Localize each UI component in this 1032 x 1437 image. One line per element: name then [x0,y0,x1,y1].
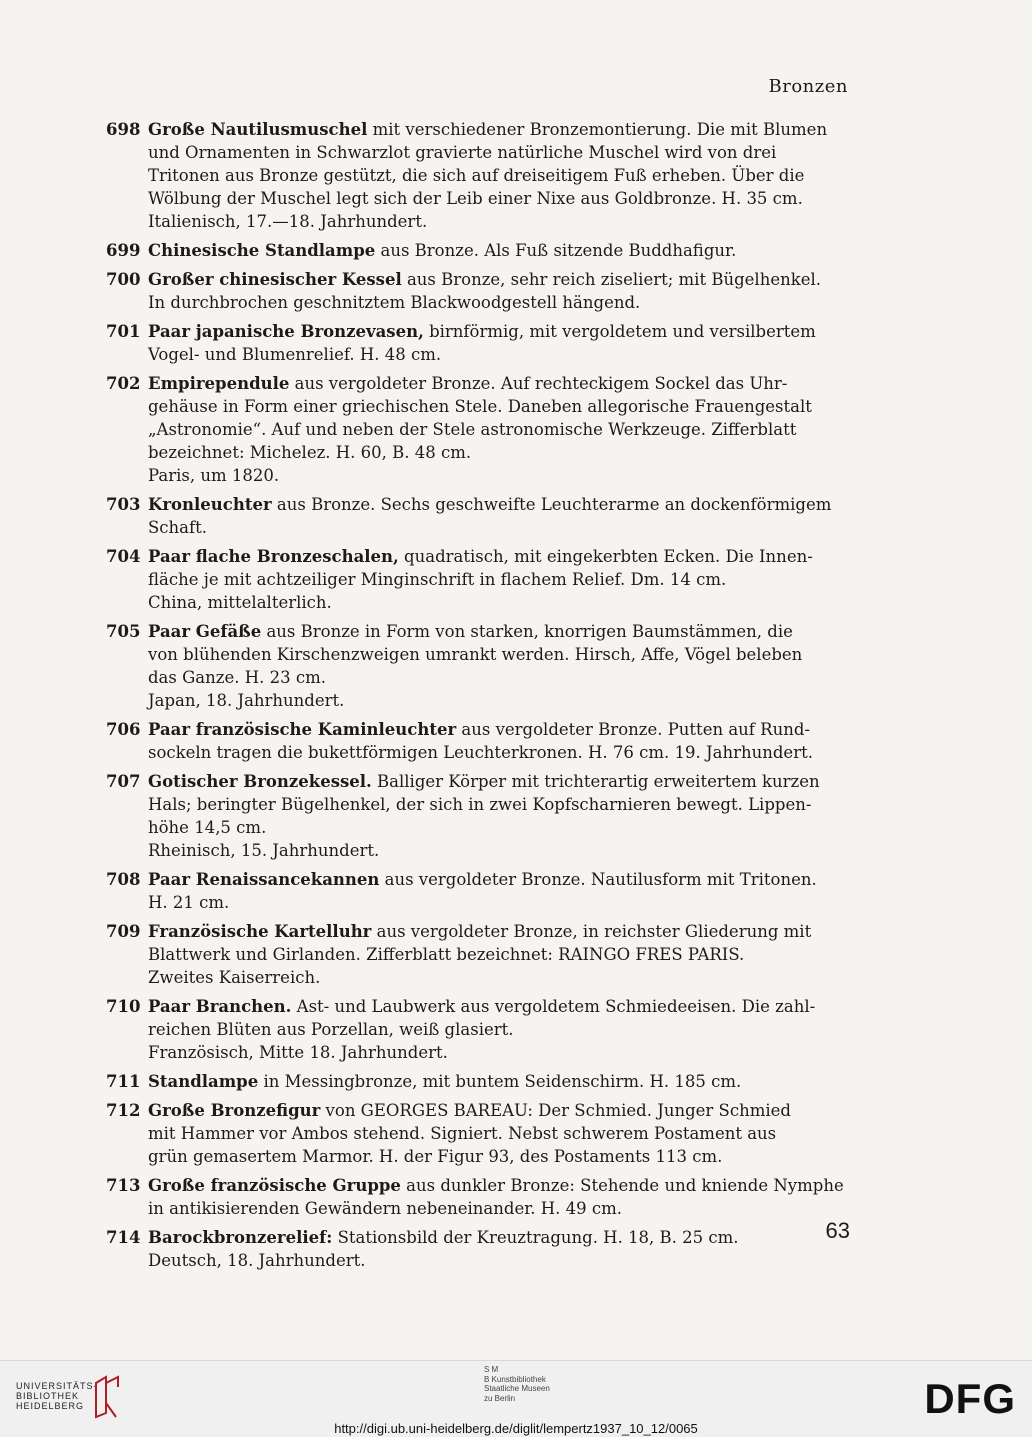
entry-line [148,545,852,568]
entry-title: Paar Renaissancekannen [148,870,380,889]
entry-line [148,1070,852,1093]
entry-title: Chinesische Standlampe [148,241,376,260]
university-line: BIBLIOTHEK [16,1391,80,1401]
entry-line: höhe 14,5 cm. [148,818,267,837]
entry-line: „Astronomie“. Auf und neben der Stele astronomische Werkzeuge. Zifferblatt [148,420,797,439]
entry-line [148,118,852,141]
university-logo-icon [92,1373,122,1421]
entry-line: von blühenden Kirschenzweigen umrankt werden. Hirsch, Affe, Vögel beleben [148,645,803,664]
entry-line [148,320,852,343]
entry-title: Große französische Gruppe [148,1176,401,1195]
entry-line-text: Ast- und Laubwerk aus vergoldetem Schmiedeeisen. Die zahl- [291,997,816,1016]
entry-line [148,995,852,1018]
entry-line-text: aus Bronze, sehr reich ziseliert; mit Bügelhenkel. [401,270,821,289]
catalog-entry [106,320,852,366]
entry-line: bezeichnet: Michelez. H. 60, B. 48 cm. [148,443,472,462]
entry-line: Deutsch, 18. Jahrhundert. [148,1251,366,1270]
entry-line: Japan, 18. Jahrhundert. [148,691,345,710]
entry-line [148,770,852,793]
entry-title: Standlampe [148,1072,259,1091]
entry-line: gehäuse in Form einer griechischen Stele. Daneben allegorische Frauengestalt [148,397,812,416]
entry-line: Blattwerk und Girlanden. Zifferblatt bezeichnet: RAINGO FRES PARIS. [148,945,745,964]
entry-line: Schaft. [148,518,207,537]
entry-number: 700 [106,270,141,289]
entry-text [148,493,852,539]
entry-title: Paar Gefäße [148,622,262,641]
entry-text [148,1226,852,1272]
university-library-label [16,1381,98,1411]
entry-title: Empirependule [148,374,290,393]
catalog-entry [106,1070,852,1093]
catalog-entry [106,1099,852,1168]
entry-line-text: aus vergoldeter Bronze. Auf rechteckigem Sockel das Uhr- [289,374,788,393]
entry-number: 699 [106,241,141,260]
entry-number: 712 [106,1101,141,1120]
entry-title: Große Nautilusmuschel [148,120,368,139]
entry-line: das Ganze. H. 23 cm. [148,668,326,687]
entry-number: 703 [106,495,141,514]
entry-line: Hals; beringter Bügelhenkel, der sich in zwei Kopfscharnieren bewegt. Lippen- [148,795,812,814]
entry-text [148,718,852,764]
entry-line [148,1174,852,1197]
catalog-entry [106,372,852,487]
stamp-line: zu Berlin [484,1393,516,1403]
entry-line-text: aus vergoldeter Bronze, in reichster Gliederung mit [371,922,812,941]
entry-number: 702 [106,374,141,393]
entry-title: Französische Kartelluhr [148,922,372,941]
entry-line [148,493,852,516]
entry-line: Rheinisch, 15. Jahrhundert. [148,841,380,860]
entry-line-text: von GEORGES BAREAU: Der Schmied. Junger Schmied [320,1101,791,1120]
entry-line: In durchbrochen geschnitztem Blackwoodgestell hängend. [148,293,641,312]
catalog-entry [106,493,852,539]
entry-line-text: aus Bronze in Form von starken, knorrigen Baumstämmen, die [261,622,793,641]
entry-text [148,1174,852,1220]
entry-line-text: mit verschiedener Bronzemontierung. Die mit Blumen [367,120,828,139]
catalog-entry [106,770,852,862]
entry-number: 714 [106,1228,141,1247]
entry-line: sockeln tragen die bukettförmigen Leuchterkronen. H. 76 cm. 19. Jahrhundert. [148,743,813,762]
catalog-entry [106,868,852,914]
entry-number: 710 [106,997,141,1016]
entry-text [148,320,852,366]
entry-text [148,868,852,914]
entry-line: Wölbung der Muschel legt sich der Leib einer Nixe aus Goldbronze. H. 35 cm. [148,189,803,208]
entry-line: grün gemasertem Marmor. H. der Figur 93, des Postaments 113 cm. [148,1147,723,1166]
entry-line: Französisch, Mitte 18. Jahrhundert. [148,1043,448,1062]
entry-number: 707 [106,772,141,791]
entry-line: China, mittelalterlich. [148,593,332,612]
entry-line [148,920,852,943]
catalog-entry [106,995,852,1064]
entry-number: 698 [106,120,141,139]
entry-text [148,545,852,614]
entry-line [148,268,852,291]
entry-title: Paar französische Kaminleuchter [148,720,457,739]
entry-text [148,118,852,233]
entry-title: Paar Branchen. [148,997,292,1016]
entry-line-text: in Messingbronze, mit buntem Seidenschirm. H. 185 cm. [258,1072,742,1091]
entry-number: 705 [106,622,141,641]
catalog-entry [106,1226,852,1272]
entry-text [148,268,852,314]
entry-line-text: aus Bronze. Sechs geschweifte Leuchterarme an dockenförmigem [271,495,832,514]
entry-line [148,718,852,741]
entry-text [148,995,852,1064]
catalog-entry [106,718,852,764]
entry-text [148,372,852,487]
entry-title: Kronleuchter [148,495,272,514]
entry-number: 706 [106,720,141,739]
entry-line-text: aus Bronze. Als Fuß sitzende Buddhafigur. [375,241,737,260]
entry-line: und Ornamenten in Schwarzlot gravierte natürliche Muschel wird von drei [148,143,777,162]
entry-line: Vogel- und Blumenrelief. H. 48 cm. [148,345,442,364]
university-line: UNIVERSITÄTS- [16,1381,98,1391]
entry-number: 701 [106,322,141,341]
entry-line: H. 21 cm. [148,893,230,912]
entry-line [148,239,852,262]
entry-line-text: aus dunkler Bronze: Stehende und kniende Nymphe [400,1176,844,1195]
entry-line: in antikisierenden Gewändern nebeneinander. H. 49 cm. [148,1199,623,1218]
university-line: HEIDELBERG [16,1401,85,1411]
stamp-line: B Kunstbibliothek [484,1374,546,1384]
entry-line [148,372,852,395]
entry-title: Barockbronzerelief: [148,1228,333,1247]
entry-number: 704 [106,547,141,566]
entry-text [148,770,852,862]
catalog-entry [106,920,852,989]
entry-text [148,920,852,989]
entry-line: Zweites Kaiserreich. [148,968,321,987]
entry-line: Paris, um 1820. [148,466,280,485]
stamp-line: S M [484,1365,499,1374]
catalog-entry [106,620,852,712]
entry-line: Tritonen aus Bronze gestützt, die sich auf dreiseitigem Fuß erheben. Über die [148,166,805,185]
stamp-line: Staatliche Museen [484,1384,550,1393]
entry-text [148,1099,852,1168]
entry-title: Großer chinesischer Kessel [148,270,402,289]
footer-bar [0,1360,1032,1437]
entry-text [148,620,852,712]
entry-list [106,118,852,1278]
entry-line [148,620,852,643]
entry-line-text: quadratisch, mit eingekerbten Ecken. Die Innen- [398,547,813,566]
entry-title: Paar japanische Bronzevasen, [148,322,424,341]
catalog-entry [106,118,852,233]
catalog-entry [106,239,852,262]
entry-line-text: aus vergoldeter Bronze. Nautilusform mit Tritonen. [379,870,817,889]
entry-title: Gotischer Bronzekessel. [148,772,372,791]
entry-line-text: Stationsbild der Kreuztragung. H. 18, B. 25 cm. [332,1228,739,1247]
source-url-link[interactable]: http://digi.ub.uni-heidelberg.de/diglit/lempertz1937_10_12/0065 [334,1421,698,1436]
dfg-logo: DFG [924,1375,1016,1422]
entry-text [148,1070,852,1093]
entry-line: mit Hammer vor Ambos stehend. Signiert. Nebst schwerem Postament aus [148,1124,777,1143]
entry-line: Italienisch, 17.—18. Jahrhundert. [148,212,428,231]
entry-line [148,1099,852,1122]
entry-line: reichen Blüten aus Porzellan, weiß glasiert. [148,1020,514,1039]
entry-line-text: birnförmig, mit vergoldetem und versilbertem [423,322,816,341]
entry-line: fläche je mit achtzeiliger Minginschrift in flachem Relief. Dm. 14 cm. [148,570,727,589]
entry-number: 713 [106,1176,141,1195]
entry-line [148,868,852,891]
entry-line [148,1226,852,1249]
catalog-entry [106,268,852,314]
entry-number: 708 [106,870,141,889]
entry-title: Große Bronzefigur [148,1101,321,1120]
catalog-entry [106,1174,852,1220]
entry-number: 709 [106,922,141,941]
entry-number: 711 [106,1072,141,1091]
page-number: 63 [825,1218,850,1243]
library-stamp [484,1365,550,1403]
entry-title: Paar flache Bronzeschalen, [148,547,399,566]
running-head: Bronzen [768,76,848,97]
entry-line-text: Balliger Körper mit trichterartig erweitertem kurzen [371,772,820,791]
catalog-entry [106,545,852,614]
entry-text [148,239,852,262]
entry-line-text: aus vergoldeter Bronze. Putten auf Rund- [456,720,810,739]
